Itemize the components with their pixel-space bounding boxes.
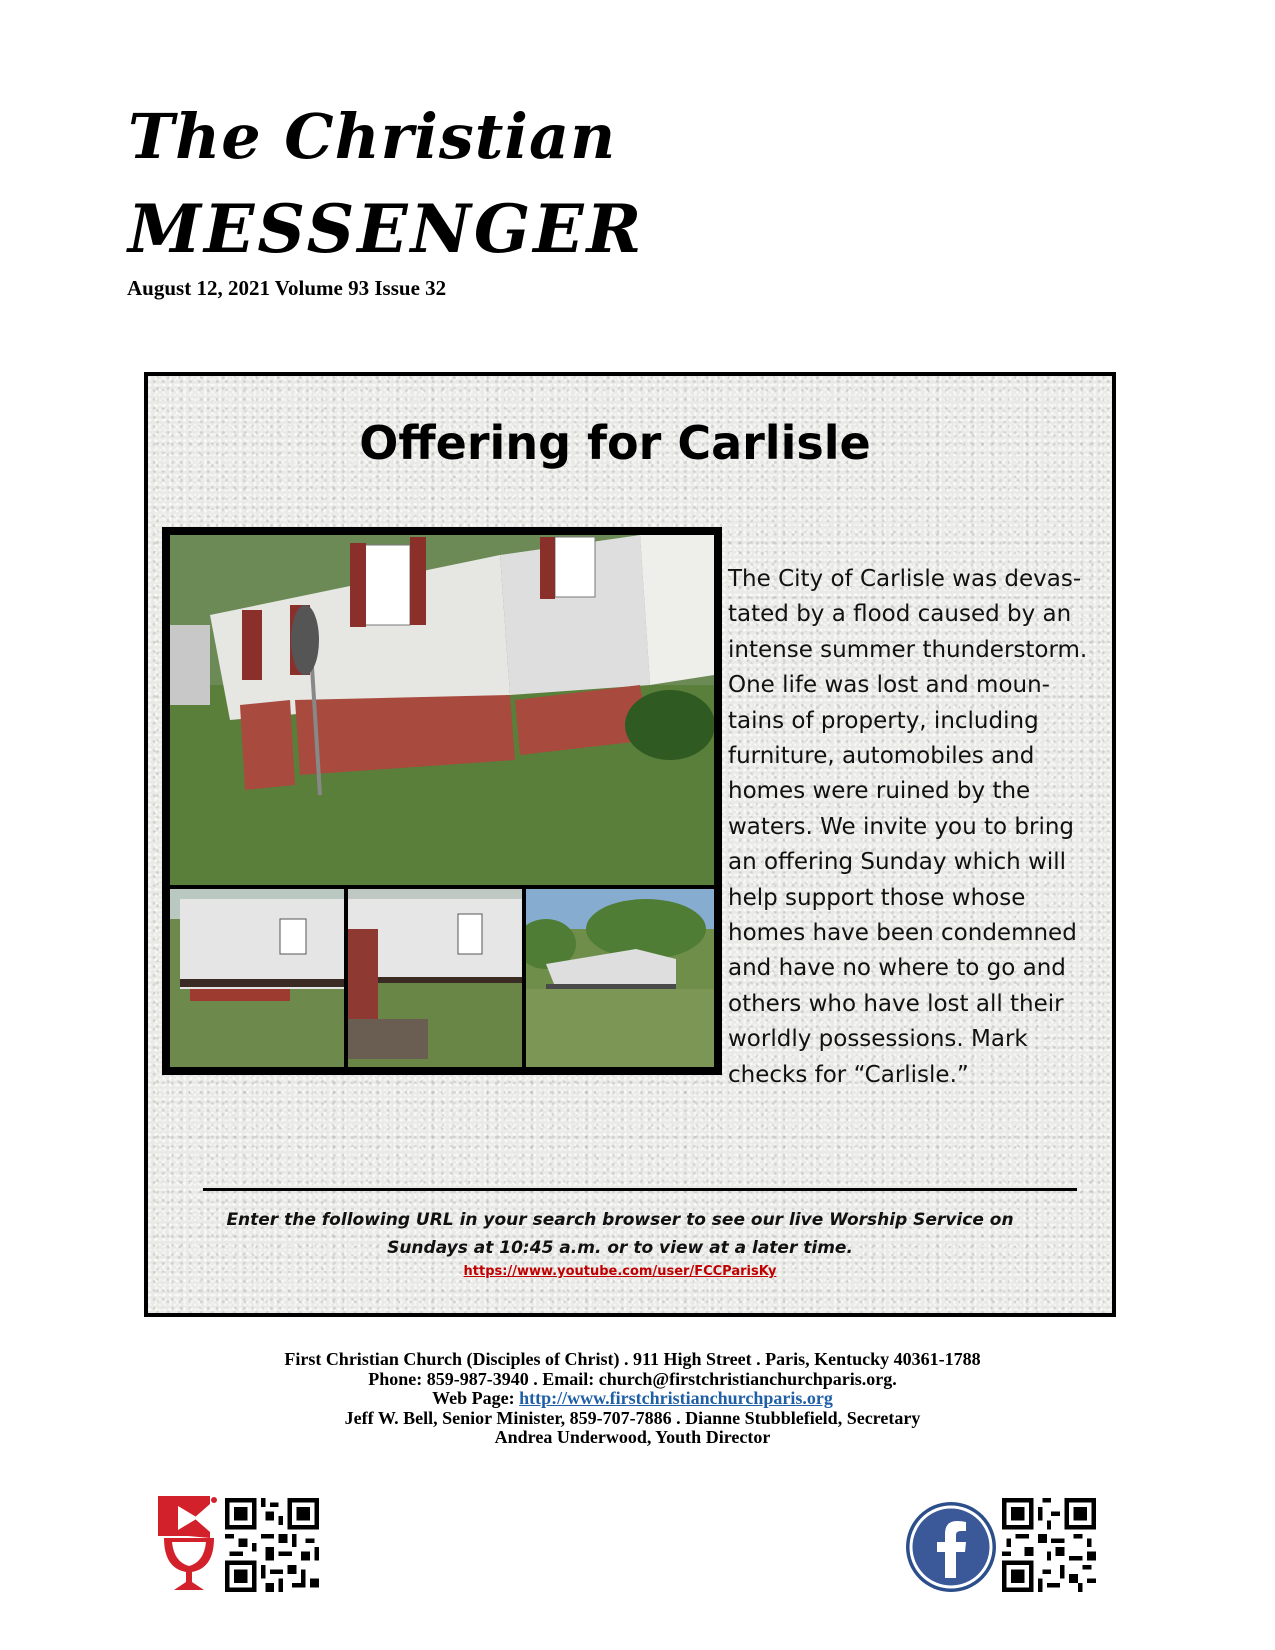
footer-contact: Phone: 859-987-3940 . Email: church@firstchristianchurchparis.org. (368, 1368, 897, 1389)
flood-photo-small-3 (526, 889, 714, 1067)
article-line: checks for “Carlisle.” (728, 1061, 969, 1088)
flood-photo-small-1 (170, 889, 344, 1067)
article-line: One life was lost and moun- (728, 672, 1050, 699)
article-line: an offering Sunday which will (728, 849, 1067, 876)
church-footer (0, 1350, 1265, 1448)
flood-photo-small-2 (348, 889, 522, 1067)
article-title: Offering for Carlisle (359, 416, 871, 470)
section-divider (203, 1188, 1077, 1191)
footer-youth-director: Andrea Underwood, Youth Director (494, 1427, 771, 1447)
article-line: worldly possessions. Mark (728, 1026, 1028, 1053)
flood-photo-collage (162, 527, 722, 1075)
article-line: and have no where to go and (728, 955, 1066, 982)
article-line: homes were ruined by the (728, 778, 1031, 805)
worship-note-line2: Sundays at 10:45 a.m. or to view at a later time. (387, 1238, 853, 1258)
qr-code-icon[interactable] (1002, 1498, 1096, 1592)
article-line: intense summer thunderstorm. (728, 636, 1088, 663)
flooded-house-illustration (170, 535, 714, 885)
church-website-link[interactable]: http://www.firstchristianchurchparis.org (519, 1388, 833, 1408)
article-line: help support those whose (728, 884, 1026, 911)
article-line: The City of Carlisle was devas- (728, 566, 1082, 592)
article-line: tated by a flood caused by an (728, 601, 1072, 628)
youtube-link[interactable]: https://www.youtube.com/user/FCCParisKy (463, 1264, 777, 1279)
masthead-title-line1: The Christian (128, 100, 617, 173)
qr-code-icon[interactable] (225, 1498, 319, 1592)
facebook-icon[interactable] (904, 1500, 998, 1594)
article-line: waters. We invite you to bring (728, 813, 1075, 840)
article-body (728, 562, 1108, 1093)
footer-address: First Christian Church (Disciples of Christ) . 911 High Street . Paris, Kentucky 40361-1788 (284, 1349, 981, 1369)
flood-photo-main (170, 535, 714, 885)
worship-note-line1: Enter the following URL in your search browser to see our live Worship Service on (226, 1210, 1014, 1230)
worship-note (148, 1206, 1112, 1282)
masthead-title-line2: MESSENGER (128, 190, 645, 268)
footer-web (0, 1389, 1265, 1409)
footer-web-label: Web Page: (432, 1388, 520, 1408)
article-panel (144, 372, 1116, 1317)
footer-staff: Jeff W. Bell, Senior Minister, 859-707-7886 . Dianne Stubblefield, Secretary (344, 1407, 921, 1428)
disciples-chalice-icon (158, 1496, 220, 1594)
article-line: others who have lost all their (728, 990, 1064, 1017)
article-line: tains of property, including (728, 707, 1039, 734)
article-line: homes have been condemned (728, 920, 1077, 947)
issue-line: August 12, 2021 Volume 93 Issue 32 (127, 276, 447, 300)
article-line: furniture, automobiles and (728, 743, 1035, 770)
